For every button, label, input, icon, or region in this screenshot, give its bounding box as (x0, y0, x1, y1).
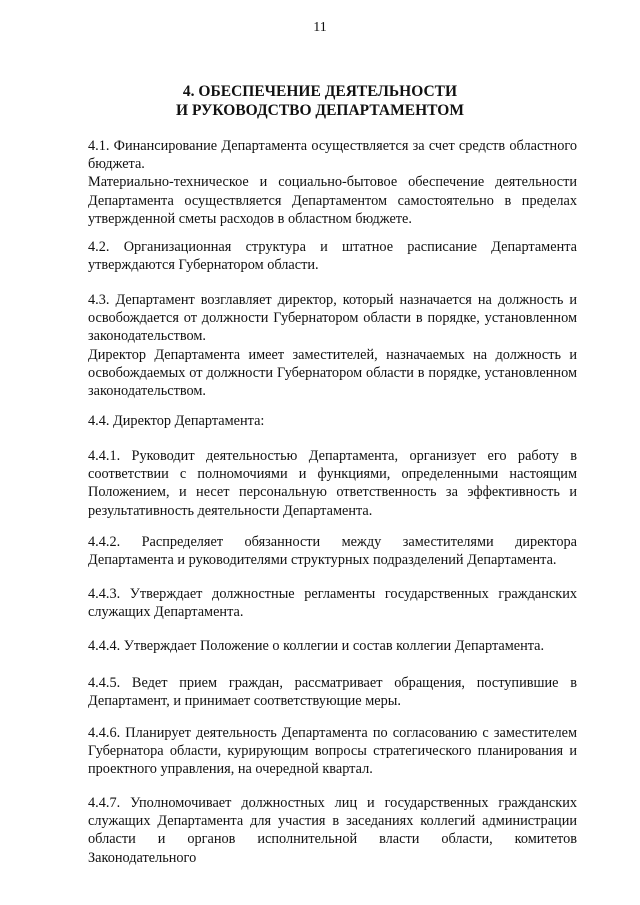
section-title-line-2: И РУКОВОДСТВО ДЕПАРТАМЕНТОМ (176, 102, 464, 119)
paragraph-4-4-6 (88, 724, 577, 779)
paragraph-4-3 (88, 291, 577, 400)
paragraph-4-4-2 (88, 533, 577, 569)
paragraph-4-4-4 (88, 637, 577, 655)
paragraph-text: Материально-техническое и социально-бытовое обеспечение деятельности Департамента осуществляется Департаментом самостоятельно в пределах утвержденной сметы расходов в областном бюджете. (88, 174, 577, 227)
paragraph-text: 4.4.1. Руководит деятельностью Департамента, организует его работу в соответствии с полномочиями и функциями, определенными настоящим Положением, и несет персональную ответственность за эффективность и результативность деятельности Департамента. (88, 448, 577, 519)
page-number: 11 (313, 20, 327, 35)
paragraph-4-1 (88, 137, 577, 228)
paragraph-4-4 (88, 412, 577, 430)
paragraph-text: 4.1. Финансирование Департамента осуществляется за счет средств областного бюджета. (88, 138, 577, 173)
paragraph-text: 4.4.7. Уполномочивает должностных лиц и государственных гражданских служащих Департамента для участия в заседаниях коллегий администрации области и органов исполнительной власти области, комитетов Законодательного (88, 795, 577, 866)
paragraph-text: Директор Департамента имеет заместителей, назначаемых на должность и освобождаемых от должности Губернатором области в порядке, установленном законодательством. (88, 346, 577, 400)
paragraph-text: 4.3. Департамент возглавляет директор, который назначается на должность и освобождается от должности Губернатором области в порядке, установленном законодательством. (88, 292, 577, 345)
paragraph-text: 4.4.6. Планирует деятельность Департамента по согласованию с заместителем Губернатора области, курирующим вопросы стратегического планирования и проектного управления, на очередной квартал. (88, 725, 577, 778)
paragraph-text: 4.4.2. Распределяет обязанности между заместителями директора Департамента и руководителями структурных подразделений Департамента. (88, 534, 577, 569)
paragraph-text: 4.4. Директор Департамента: (88, 413, 265, 429)
paragraph-4-4-3 (88, 585, 577, 621)
paragraph-4-4-7 (88, 794, 577, 867)
paragraph-4-2 (88, 238, 577, 274)
section-title (0, 82, 640, 120)
paragraph-text: 4.4.4. Утверждает Положение о коллегии и состав коллегии Департамента. (88, 638, 545, 654)
paragraph-text: 4.4.5. Ведет прием граждан, рассматривает обращения, поступившие в Департамент, и принимает соответствующие меры. (88, 675, 577, 710)
section-title-line-1: 4. ОБЕСПЕЧЕНИЕ ДЕЯТЕЛЬНОСТИ (182, 83, 458, 100)
paragraph-text: 4.2. Организационная структура и штатное расписание Департамента утверждаются Губернатором области. (88, 239, 577, 274)
paragraph-text: 4.4.3. Утверждает должностные регламенты государственных гражданских служащих Департамента. (88, 586, 577, 621)
paragraph-4-4-1 (88, 447, 577, 520)
paragraph-4-4-5 (88, 674, 577, 710)
